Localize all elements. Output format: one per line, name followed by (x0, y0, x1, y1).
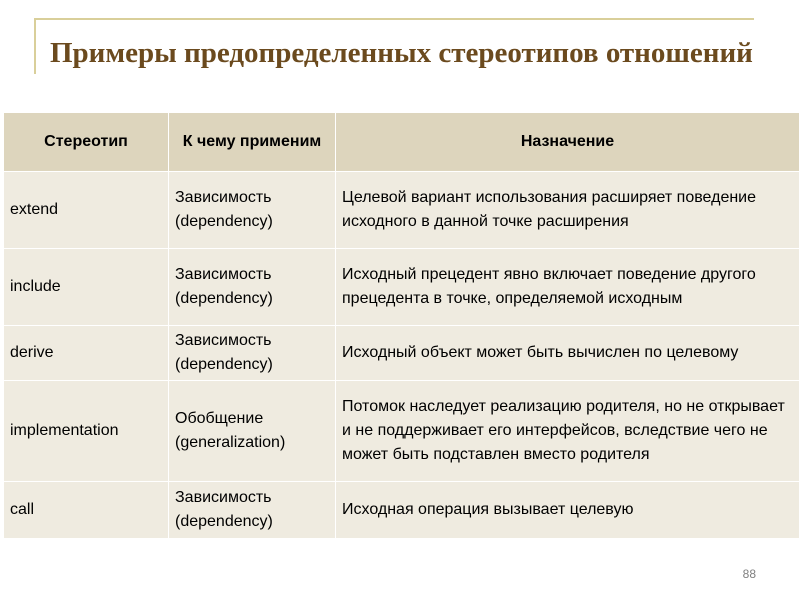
stereotype-cell: call (4, 482, 169, 539)
purpose-cell: Исходная операция вызывает целевую (336, 482, 800, 539)
table-row (4, 482, 800, 539)
title-accent-bar (34, 18, 36, 74)
column-header-stereotype: Стереотип (4, 113, 169, 172)
stereotype-cell: include (4, 249, 169, 326)
applies-to-cell: Зависимость (dependency) (169, 482, 336, 539)
table-row (4, 326, 800, 381)
stereotypes-table-container (3, 112, 799, 539)
table-row (4, 249, 800, 326)
stereotypes-table (3, 112, 800, 539)
applies-to-cell: Обобщение (generalization) (169, 381, 336, 482)
applies-to-cell: Зависимость (dependency) (169, 326, 336, 381)
purpose-cell: Потомок наследует реализацию родителя, но не открывает и не поддерживает его интерфейсов, вследствие чего не может быть подставлен вместо родителя (336, 381, 800, 482)
column-header-applies-to: К чему применим (169, 113, 336, 172)
table-header-row (4, 113, 800, 172)
page-number: 88 (742, 567, 756, 581)
table-row (4, 172, 800, 249)
purpose-cell: Исходный прецедент явно включает поведение другого прецедента в точке, определяемой исходным (336, 249, 800, 326)
stereotype-cell: extend (4, 172, 169, 249)
stereotype-cell: derive (4, 326, 169, 381)
purpose-cell: Целевой вариант использования расширяет поведение исходного в данной точке расширения (336, 172, 800, 249)
column-header-purpose: Назначение (336, 113, 800, 172)
title-accent-line (34, 18, 754, 20)
applies-to-cell: Зависимость (dependency) (169, 172, 336, 249)
purpose-cell: Исходный объект может быть вычислен по целевому (336, 326, 800, 381)
table-row (4, 381, 800, 482)
applies-to-cell: Зависимость (dependency) (169, 249, 336, 326)
slide-title: Примеры предопределенных стереотипов отношений (50, 37, 753, 69)
stereotype-cell: implementation (4, 381, 169, 482)
